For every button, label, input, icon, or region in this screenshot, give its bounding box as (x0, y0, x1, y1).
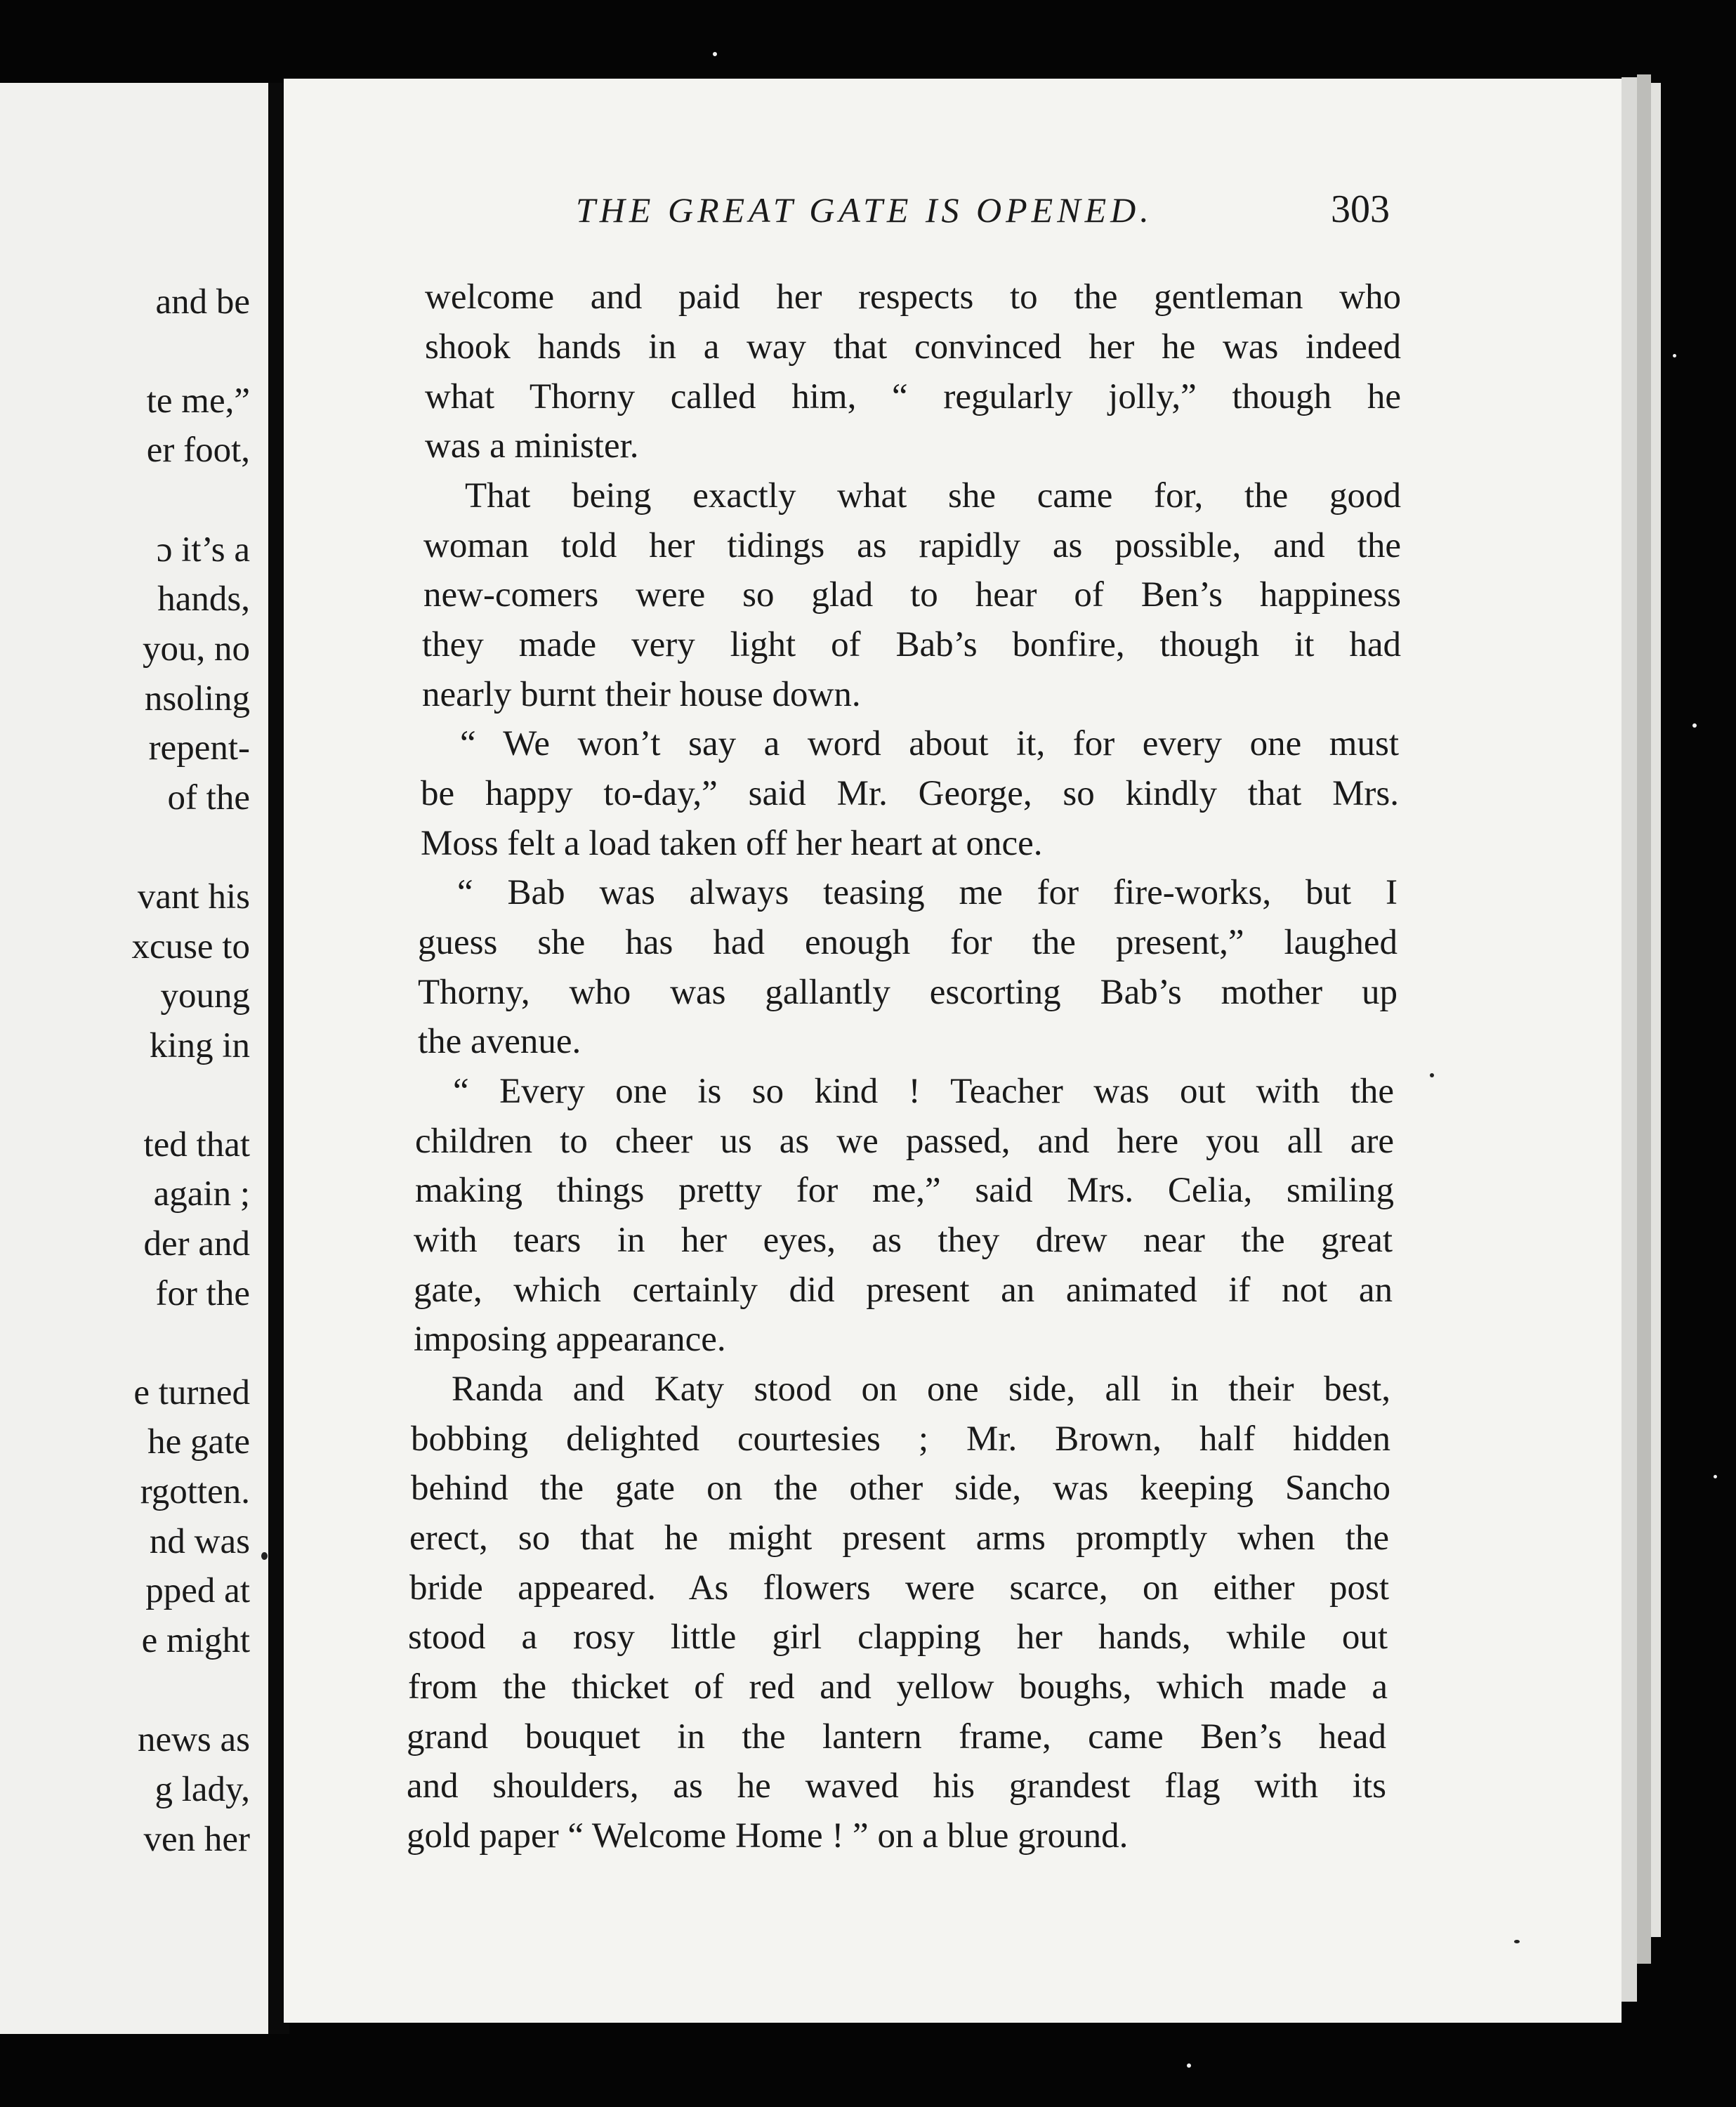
left-page-line: der and (143, 1224, 250, 1263)
body-line: gold paper “ Welcome Home ! ” on a blue ground. (407, 1816, 1129, 1856)
scan-speck (1673, 354, 1676, 357)
left-page-line: and be (155, 282, 250, 322)
body-line: Randa and Katy stood on one side, all in their best, (452, 1370, 1390, 1409)
body-line: guess she has had enough for the present,” laughed (418, 923, 1398, 962)
page-edge (1622, 77, 1637, 2002)
body-line: stood a rosy little girl clapping her hands, while out (408, 1617, 1388, 1657)
body-line: gate, which certainly did present an animated if not an (414, 1271, 1393, 1310)
body-line: That being exactly what she came for, the good (465, 476, 1401, 516)
left-page-line: e turned (133, 1373, 250, 1412)
left-page (0, 83, 268, 2034)
scan-speck (1187, 2063, 1191, 2068)
scan-speck (261, 1552, 268, 1560)
scan-speck (713, 52, 717, 56)
body-line: and shoulders, as he waved his grandest flag with its (407, 1766, 1386, 1806)
left-page-line: young (160, 976, 250, 1016)
left-page-line: ven her (143, 1820, 250, 1859)
left-page-line: news as (137, 1720, 250, 1759)
left-page-line: vant his (137, 877, 250, 917)
body-line: bride appeared. As flowers were scarce, on either post (409, 1568, 1389, 1608)
body-line: “ We won’t say a word about it, for every one must (460, 724, 1399, 763)
body-line: Moss felt a load taken off her heart at once. (421, 824, 1043, 863)
left-page-line: xcuse to (131, 927, 250, 966)
left-page-line: you, no (143, 629, 250, 669)
body-line: children to cheer us as we passed, and here you all are (415, 1122, 1394, 1161)
body-line: imposing appearance. (414, 1320, 726, 1359)
left-page-line: ted that (143, 1125, 250, 1164)
page-edge (1637, 74, 1651, 1964)
scan-speck (1714, 1475, 1717, 1478)
body-line: behind the gate on the other side, was keeping Sancho (411, 1469, 1390, 1508)
left-page-line: again ; (153, 1174, 250, 1214)
left-page-line: rgotten. (140, 1472, 250, 1511)
page-number: 303 (1331, 188, 1390, 231)
body-line: be happy to-day,” said Mr. George, so kindly that Mrs. (421, 774, 1399, 813)
body-line: Thorny, who was gallantly escorting Bab’s mother up (418, 973, 1398, 1012)
body-line: “ Bab was always teasing me for fire-works, but I (457, 873, 1398, 912)
left-page-line: for the (155, 1274, 250, 1313)
left-page-line: repent- (148, 728, 250, 768)
body-line: “ Every one is so kind ! Teacher was out with the (453, 1072, 1394, 1111)
scan-speck (1692, 723, 1697, 728)
body-line: grand bouquet in the lantern frame, came Ben’s head (407, 1717, 1386, 1757)
left-page-line: e might (141, 1621, 250, 1660)
body-line: making things pretty for me,” said Mrs. Celia, smiling (415, 1171, 1394, 1210)
left-page-line: te me,” (146, 381, 250, 421)
left-page-line: er foot, (146, 431, 250, 470)
left-page-line: he gate (147, 1422, 250, 1462)
body-line: nearly burnt their house down. (422, 675, 861, 714)
body-line: erect, so that he might present arms promptly when the (409, 1518, 1389, 1558)
left-page-line: hands, (157, 579, 250, 619)
scan-speck (1514, 1940, 1520, 1943)
body-line: they made very light of Bab’s bonfire, though it had (422, 625, 1401, 664)
body-line: the avenue. (418, 1022, 581, 1061)
body-line: shook hands in a way that convinced her he was indeed (425, 327, 1401, 367)
body-line: woman told her tidings as rapidly as possible, and the (423, 526, 1401, 565)
body-line: was a minister. (425, 426, 639, 466)
left-page-line: nsoling (144, 679, 250, 718)
left-page-line: pped at (145, 1571, 250, 1610)
body-line: welcome and paid her respects to the gentleman who (425, 277, 1401, 317)
page-edge (1651, 83, 1661, 1937)
body-line: what Thorny called him, “ regularly jolly,” though he (425, 377, 1401, 416)
scan-speck (1430, 1073, 1434, 1077)
running-head: THE GREAT GATE IS OPENED. (576, 190, 1153, 230)
left-page-line: of the (167, 778, 250, 818)
left-page-line: nd was (149, 1522, 250, 1561)
left-page-line: ɔ it’s a (156, 530, 250, 570)
left-page-line: king in (149, 1026, 250, 1065)
body-line: bobbing delighted courtesies ; Mr. Brown, half hidden (411, 1419, 1390, 1459)
left-page-line: g lady, (154, 1770, 250, 1809)
body-line: from the thicket of red and yellow boughs, which made a (408, 1667, 1388, 1707)
body-line: new-comers were so glad to hear of Ben’s happiness (423, 575, 1401, 615)
body-line: with tears in her eyes, as they drew near the great (414, 1221, 1393, 1260)
